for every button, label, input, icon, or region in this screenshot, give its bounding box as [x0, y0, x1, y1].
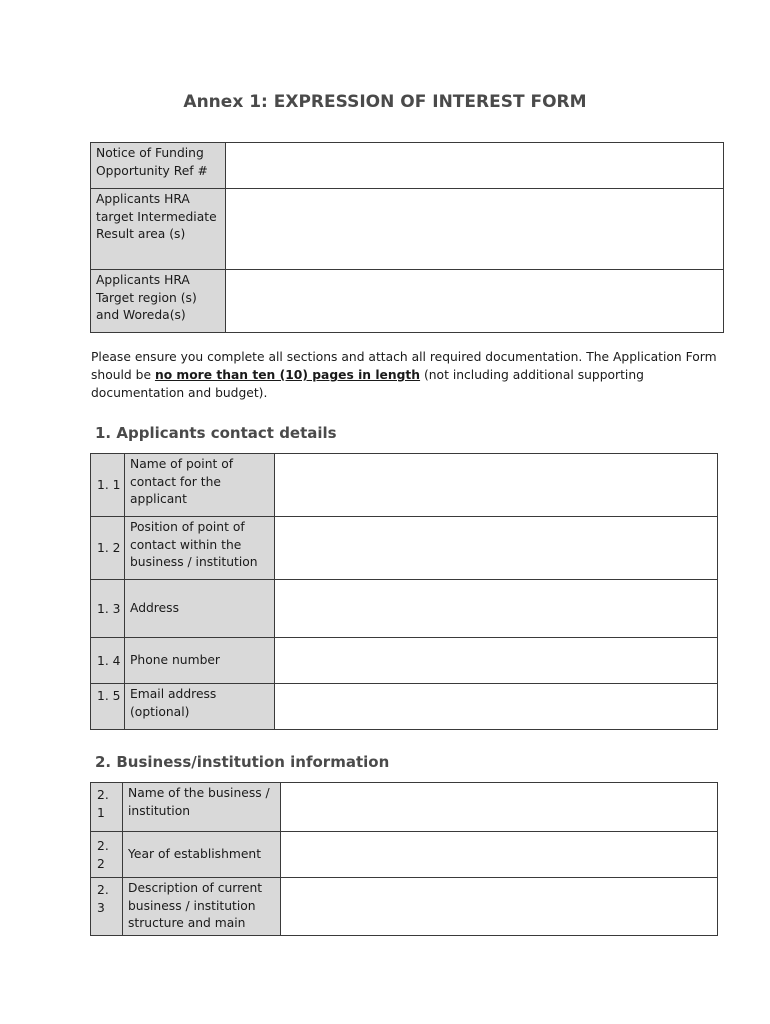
year-established-label: Year of establishment	[123, 832, 281, 878]
result-area-label: Applicants HRA target Intermediate Result area (s)	[91, 189, 226, 270]
notice-table	[90, 142, 724, 333]
table-row	[91, 684, 718, 730]
instructions-text: Please ensure you complete all sections and attach all required documentation. The Application Form should be	[91, 350, 717, 382]
table-row	[91, 832, 718, 878]
table-row	[91, 878, 718, 936]
table-row	[91, 517, 718, 580]
instructions-paragraph	[91, 348, 721, 402]
contact-position-field[interactable]	[275, 517, 718, 580]
row-number: 1. 2	[91, 517, 125, 580]
business-description-field[interactable]	[281, 878, 718, 936]
email-label: Email address (optional)	[125, 684, 275, 730]
year-established-field[interactable]	[281, 832, 718, 878]
business-info-table	[90, 782, 718, 936]
row-number: 1. 3	[91, 580, 125, 638]
table-row	[91, 189, 724, 270]
instructions-text-end: (not including additional supporting documentation and budget).	[91, 368, 644, 400]
notice-ref-label: Notice of Funding Opportunity Ref #	[91, 143, 226, 189]
region-woreda-label: Applicants HRA Target region (s) and Woreda(s)	[91, 270, 226, 333]
contact-details-table	[90, 453, 718, 730]
section-heading-business: 2. Business/institution information	[95, 753, 390, 771]
table-row	[91, 454, 718, 517]
contact-name-label: Name of point of contact for the applicant	[125, 454, 275, 517]
page-title: Annex 1: EXPRESSION OF INTEREST FORM	[183, 92, 587, 112]
table-row	[91, 638, 718, 684]
email-field[interactable]	[275, 684, 718, 730]
section-heading-contact: 1. Applicants contact details	[95, 424, 337, 442]
business-name-field[interactable]	[281, 783, 718, 832]
phone-field[interactable]	[275, 638, 718, 684]
row-number: 2. 3	[91, 878, 123, 936]
notice-ref-field[interactable]	[226, 143, 724, 189]
page-limit-emphasis: no more than ten (10) pages in length	[154, 368, 421, 382]
row-number: 1. 1	[91, 454, 125, 517]
table-row	[91, 270, 724, 333]
table-row	[91, 143, 724, 189]
address-label: Address	[125, 580, 275, 638]
business-description-label: Description of current business / institution structure and main	[123, 878, 281, 936]
table-row	[91, 783, 718, 832]
phone-label: Phone number	[125, 638, 275, 684]
contact-position-label: Position of point of contact within the business / institution	[125, 517, 275, 580]
address-field[interactable]	[275, 580, 718, 638]
row-number: 1. 4	[91, 638, 125, 684]
row-number: 1. 5	[91, 684, 125, 730]
contact-name-field[interactable]	[275, 454, 718, 517]
row-number: 2. 2	[91, 832, 123, 878]
region-woreda-field[interactable]	[226, 270, 724, 333]
row-number: 2. 1	[91, 783, 123, 832]
result-area-field[interactable]	[226, 189, 724, 270]
business-name-label: Name of the business / institution	[123, 783, 281, 832]
table-row	[91, 580, 718, 638]
